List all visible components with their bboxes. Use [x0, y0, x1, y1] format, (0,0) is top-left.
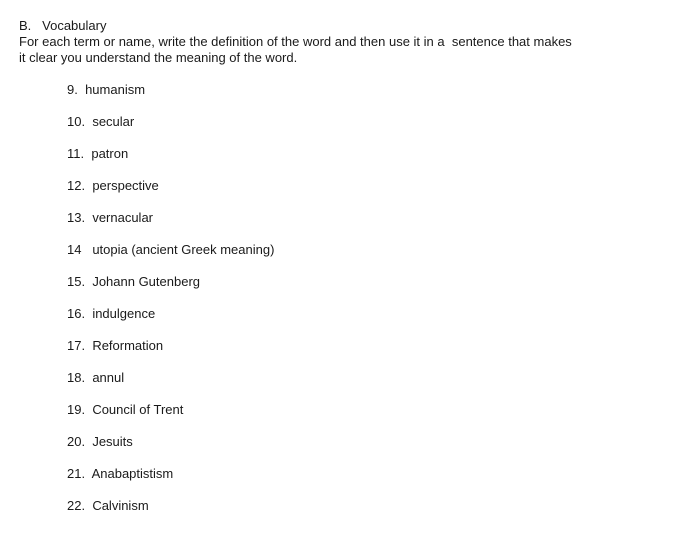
- term-number: 16.: [67, 306, 86, 321]
- term-number: 17.: [67, 338, 86, 353]
- term-number: 9.: [67, 82, 78, 97]
- term-number: 22.: [67, 498, 86, 513]
- section-heading: [19, 18, 106, 34]
- list-item: [67, 434, 274, 466]
- term-word: perspective: [92, 178, 159, 193]
- list-item: [67, 210, 274, 242]
- term-word: Anabaptistism: [91, 466, 174, 481]
- term-word: indulgence: [92, 306, 156, 321]
- term-word: Calvinism: [92, 498, 149, 513]
- list-item: [67, 82, 274, 114]
- term-number: 20.: [67, 434, 86, 449]
- list-item: [67, 114, 274, 146]
- term-word: secular: [92, 114, 135, 129]
- section-letter: B.: [19, 18, 32, 33]
- list-item: [67, 306, 274, 338]
- term-number: 11.: [67, 146, 85, 161]
- term-word: Jesuits: [92, 434, 133, 449]
- term-number: 15.: [67, 274, 86, 289]
- list-item: [67, 466, 274, 498]
- list-item: [67, 274, 274, 306]
- term-number: 21.: [67, 466, 86, 481]
- term-number: 10.: [67, 114, 86, 129]
- term-word: Johann Gutenberg: [92, 274, 201, 289]
- list-item: [67, 370, 274, 402]
- term-list: [67, 82, 274, 530]
- instructions: [19, 34, 619, 66]
- instructions-line-2: it clear you understand the meaning of the word.: [19, 50, 298, 65]
- term-word: vernacular: [92, 210, 154, 225]
- section-title: Vocabulary: [42, 18, 107, 33]
- term-number: 12.: [67, 178, 86, 193]
- list-item: [67, 178, 274, 210]
- list-item: [67, 242, 274, 274]
- instructions-line-1: For each term or name, write the definition of the word and then use it in a sentence that makes: [19, 34, 572, 49]
- list-item: [67, 338, 274, 370]
- term-number: 18.: [67, 370, 86, 385]
- term-word: Council of Trent: [92, 402, 184, 417]
- list-item: [67, 498, 274, 530]
- term-word: Reformation: [92, 338, 164, 353]
- term-number: 13.: [67, 210, 86, 225]
- term-number: 14: [67, 242, 82, 257]
- term-word: annul: [92, 370, 125, 385]
- term-word: utopia (ancient Greek meaning): [92, 242, 275, 257]
- term-word: patron: [91, 146, 129, 161]
- term-number: 19.: [67, 402, 86, 417]
- list-item: [67, 402, 274, 434]
- list-item: [67, 146, 274, 178]
- term-word: humanism: [85, 82, 146, 97]
